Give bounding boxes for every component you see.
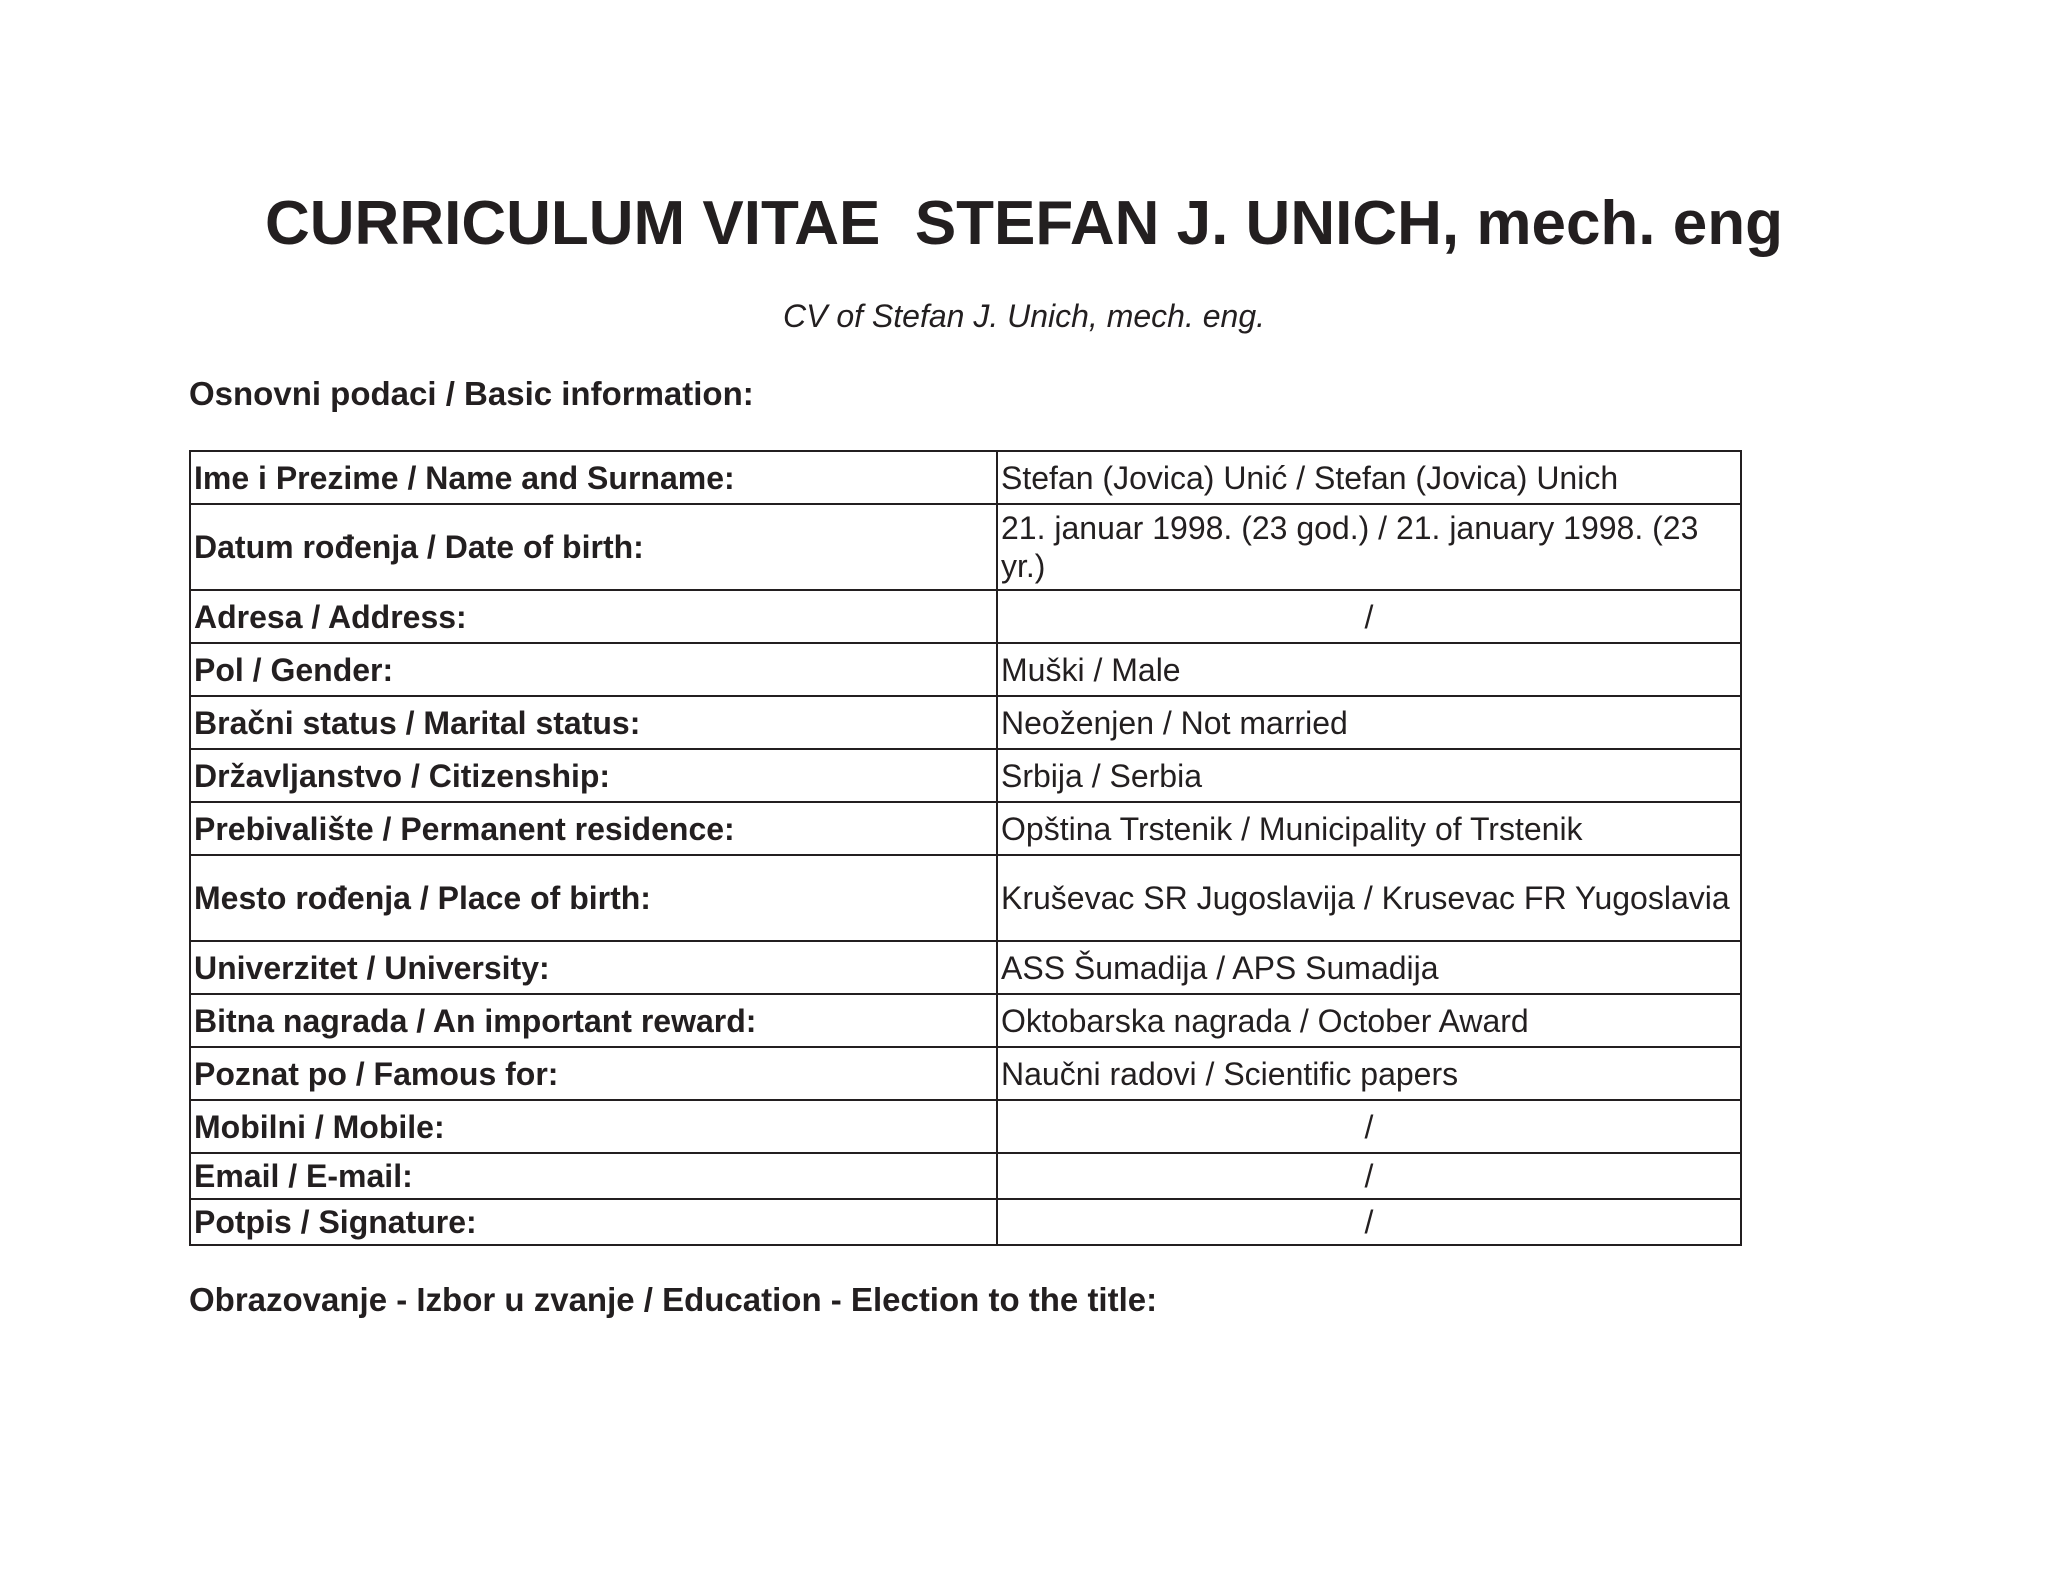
table-row (190, 994, 1741, 1047)
table-row (190, 643, 1741, 696)
row-label-university: Univerzitet / University: (190, 941, 997, 994)
row-value-marital-status: Neoženjen / Not married (997, 696, 1741, 749)
row-value-email: / (997, 1153, 1741, 1199)
table-row (190, 1100, 1741, 1153)
row-value-signature: / (997, 1199, 1741, 1245)
row-value-university: ASS Šumadija / APS Sumadija (997, 941, 1741, 994)
table-row (190, 941, 1741, 994)
row-label-marital-status: Bračni status / Marital status: (190, 696, 997, 749)
row-label-citizenship: Državljanstvo / Citizenship: (190, 749, 997, 802)
row-value-address: / (997, 590, 1741, 643)
row-value-citizenship: Srbija / Serbia (997, 749, 1741, 802)
row-label-mobile: Mobilni / Mobile: (190, 1100, 997, 1153)
row-label-address: Adresa / Address: (190, 590, 997, 643)
row-label-permanent-residence: Prebivalište / Permanent residence: (190, 802, 997, 855)
table-row (190, 802, 1741, 855)
row-value-famous-for: Naučni radovi / Scientific papers (997, 1047, 1741, 1100)
row-label-important-reward: Bitna nagrada / An important reward: (190, 994, 997, 1047)
row-label-date-of-birth: Datum rođenja / Date of birth: (190, 504, 997, 590)
table-row (190, 1153, 1741, 1199)
row-value-permanent-residence: Opština Trstenik / Municipality of Trstenik (997, 802, 1741, 855)
row-label-place-of-birth: Mesto rođenja / Place of birth: (190, 855, 997, 941)
row-value-gender: Muški / Male (997, 643, 1741, 696)
row-value-name: Stefan (Jovica) Unić / Stefan (Jovica) Unich (997, 451, 1741, 504)
row-label-gender: Pol / Gender: (190, 643, 997, 696)
row-value-mobile: / (997, 1100, 1741, 1153)
table-row (190, 590, 1741, 643)
document-title: CURRICULUM VITAE STEFAN J. UNICH, mech. eng (265, 189, 1783, 258)
row-label-email: Email / E-mail: (190, 1153, 997, 1199)
table-row (190, 855, 1741, 941)
row-label-famous-for: Poznat po / Famous for: (190, 1047, 997, 1100)
row-label-name: Ime i Prezime / Name and Surname: (190, 451, 997, 504)
row-value-place-of-birth: Kruševac SR Jugoslavija / Krusevac FR Yugoslavia (997, 855, 1741, 941)
document-subtitle: CV of Stefan J. Unich, mech. eng. (782, 298, 1265, 334)
section-heading-education: Obrazovanje - Izbor u zvanje / Education - Election to the title: (189, 1281, 1158, 1318)
table-row (190, 504, 1741, 590)
basic-information-table (189, 450, 1742, 1246)
row-value-important-reward: Oktobarska nagrada / October Award (997, 994, 1741, 1047)
table-row (190, 749, 1741, 802)
table-row (190, 1047, 1741, 1100)
row-value-date-of-birth: 21. januar 1998. (23 god.) / 21. january 1998. (23 yr.) (997, 504, 1741, 590)
section-heading-basic-information: Osnovni podaci / Basic information: (189, 375, 754, 412)
table-row (190, 696, 1741, 749)
table-row (190, 1199, 1741, 1245)
row-label-signature: Potpis / Signature: (190, 1199, 997, 1245)
table-row (190, 451, 1741, 504)
